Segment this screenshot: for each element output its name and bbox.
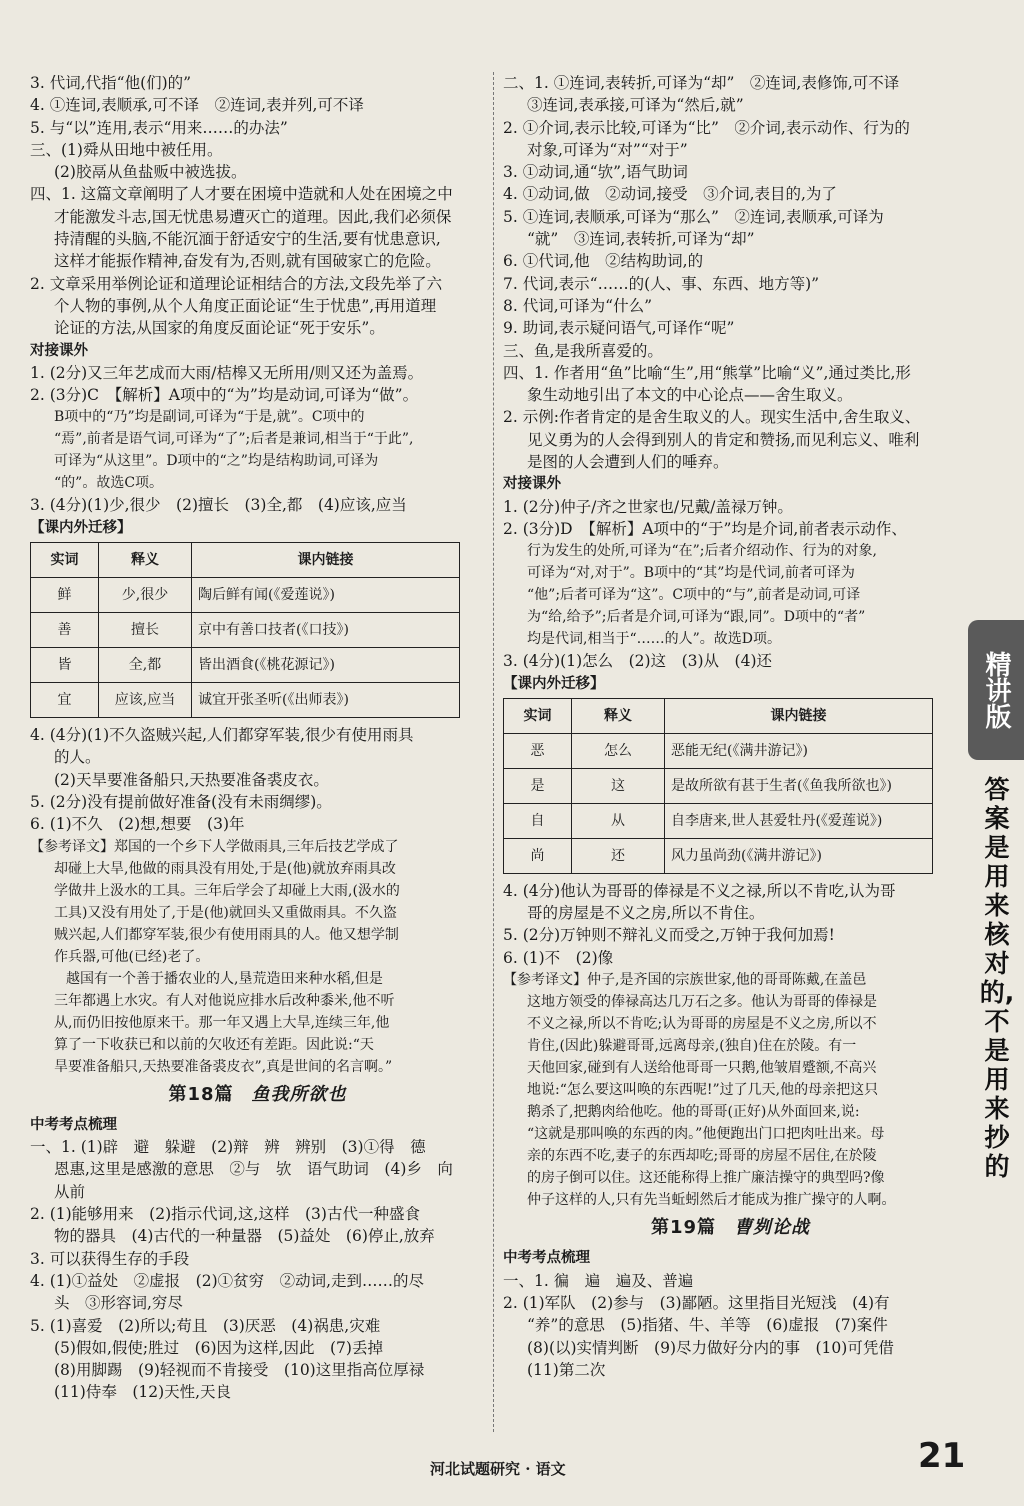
answer-line: 论证的方法,从国家的角度反面论证“死于安乐”。 [54,319,385,338]
table-cell: 陶后鲜有闻(《爱莲说》) [192,578,460,613]
answer-line: 2. 文章采用举例论证和道理论证相结合的方法,文段先举了六 [30,274,443,293]
answer-line: 4. (4分)(1)不久盗贼兴起,人们都穿军装,很少有使用雨具 [30,726,414,745]
answer-line: 2. (3分)D 【解析】A项中的“于”均是介词,前者表示动作、 [503,519,907,538]
answer-line: (8)(以)实情判断 (9)尽力做好分内的事 (10)可凭借 [527,1338,894,1357]
table-cell: 这 [572,768,665,803]
answer-line: 才能激发斗志,国无忧患易遭灭亡的道理。因此,我们必须保 [54,207,452,226]
article-name: 鱼我所欲也 [251,1083,347,1105]
translation-line: 学做井上汲水的工具。三年后学会了却碰上大雨,(汲水的 [54,882,400,899]
answer-line: 7. 代词,表示“……的(人、事、东西、地方等)” [503,274,820,293]
edition-tab-label: 精讲版 [981,651,1011,729]
answer-line: 2. (1)能够用来 (2)指示代词,这,这样 (3)古代一种盛食 [30,1205,420,1224]
translation-line: 贼兴起,人们都穿军装,很少有使用雨具的人。他又想学制 [54,926,399,943]
section-heading: 对接课外 [30,342,88,359]
answer-line: 这样才能振作精神,奋发有为,否则,就有国破家亡的危险。 [54,252,441,271]
answer-line: (2)天旱要准备船只,天热要准备裘皮衣。 [54,770,329,789]
table-header: 课内链接 [192,543,460,578]
translation-line: 地说:“怎么要这叫唤的东西呢!”过了几天,他的母亲把这只 [527,1082,879,1099]
translation-line: 【参考译文】郑国的一个乡下人学做雨具,三年后技艺学成了 [30,838,399,855]
answer-line: 2. (1)军队 (2)参与 (3)鄙陋。这里指目光短浅 (4)有 [503,1293,890,1312]
table-cell: 怎么 [572,733,665,768]
answer-line: 头 ③形容词,穷尽 [54,1294,183,1313]
answer-line: 2. 示例:作者肯定的是舍生取义的人。现实生活中,舍生取义、 [503,408,921,427]
translation-line: 亲的东西不吃,妻子的东西却吃;哥哥的房屋不居住,在於陵 [527,1148,877,1165]
answer-line: 5. (2分)没有提前做好准备(没有未雨绸缪)。 [30,792,332,811]
answer-line: “养”的意思 (5)指猪、牛、羊等 (6)虚报 (7)案件 [527,1316,888,1335]
table-cell: 应该,应当 [99,683,192,718]
table-header: 释义 [99,543,192,578]
answer-line: 3. (4分)(1)怎么 (2)这 (3)从 (4)还 [503,652,772,671]
answer-line: 6. ①代词,他 ②结构助词,的 [503,252,704,271]
translation-line: “这就是那叫唤的东西的肉。”他便跑出门口把肉吐出来。母 [527,1126,885,1143]
table-row [504,733,933,768]
section-heading: 【课内外迁移】 [30,519,132,536]
page-number: 21 [918,1436,966,1476]
table-row [31,613,460,648]
side-note: 答案是用来核对的,不是用来抄的 [979,775,1015,1181]
article-title [503,1217,958,1239]
answer-line: (8)用脚踢 (9)轻视而不肯接受 (10)这里指高位厚禄 [54,1361,425,1380]
answer-line: 1. (2分)仲子/齐之世家也/兄戴/盖禄万钟。 [503,497,793,516]
translation-line: 【参考译文】仲子,是齐国的宗族世家,他的哥哥陈戴,在盖邑 [503,972,867,989]
table-cell: 宜 [31,683,99,718]
answer-line: 二、1. ①连词,表转折,可译为“却” ②连词,表修饰,可不译 [503,74,900,92]
answer-line: 四、1. 作者用“鱼”比喻“生”,用“熊掌”比喻“义”,通过类比,形 [503,363,911,382]
answer-line: (11)侍奉 (12)天性,天良 [54,1383,232,1402]
answer-line: (2)胶鬲从鱼盐贩中被选拔。 [54,163,247,182]
translation-line: 作兵器,可他(已经)老了。 [54,948,210,965]
edition-tab [968,620,1024,760]
translation-line: 不义之禄,所以不肯吃;认为哥哥的房屋是不义之房,所以不 [527,1016,877,1033]
left-column [30,72,485,1404]
answer-line: 5. ①连词,表顺承,可译为“那么” ②连词,表顺承,可译为 [503,207,884,226]
translation-line: 仲子这样的人,只有先当蚯蚓然后才能成为推广操守的人啊。 [527,1192,896,1209]
answer-line: 行为发生的处所,可译为“在”;后者介绍动作、行为的对象, [527,543,877,560]
table-cell: 皆 [31,648,99,683]
table-row [504,803,933,838]
column-divider [493,72,494,1432]
vocab-table [30,542,460,718]
answer-line: 恩惠,这里是感激的意思 ②与 欤 语气助词 (4)乡 向 [54,1160,453,1179]
answer-line: 5. 与“以”连用,表示“用来……的办法” [30,118,288,137]
answer-line: 9. 助词,表示疑问语气,可译作“呢” [503,319,735,338]
answer-line: 对象,可译为“对”“对于” [527,140,688,159]
answer-line: 6. (1)不久 (2)想,想要 (3)年 [30,815,245,834]
section-heading: 【课内外迁移】 [503,675,605,692]
table-header: 释义 [572,698,665,733]
answer-line: 4. ①动词,做 ②动词,接受 ③介词,表目的,为了 [503,185,837,204]
translation-line: 从,而仍旧按他原来干。那一年又遇上大旱,连续三年,他 [54,1014,390,1031]
table-cell: 少,很少 [99,578,192,613]
table-cell: 恶 [504,733,572,768]
answer-line: 一、1. (1)辟 避 躲避 (2)辩 辨 辨别 (3)①得 德 [30,1138,426,1157]
answer-line: 为“给,给予”;后者是介词,可译为“跟,同”。D项中的“者” [527,609,866,626]
table-row [31,683,460,718]
right-column [503,72,958,1381]
answer-line: 可译为“从这里”。D项中的“之”均是结构助词,可译为 [54,453,379,470]
answer-line: 物的器具 (4)古代的一种量器 (5)益处 (6)停止,放弃 [54,1227,435,1246]
table-cell: 还 [572,838,665,873]
answer-line: 6. (1)不 (2)像 [503,948,614,967]
translation-line: 的房子倒可以住。这还能称得上推广廉洁操守的典型吗?像 [527,1170,885,1187]
table-cell: 自李唐来,世人甚爱牡丹(《爱莲说》) [665,803,933,838]
answer-line: 1. (2分)又三年艺成而大雨/桔槔又无所用/则又还为盖焉。 [30,363,424,382]
answer-line: 个人物的事例,从个人角度正面论证“生于忧患”,再用道理 [54,296,437,315]
table-cell: 风力虽尚劲(《满井游记》) [665,838,933,873]
table-cell: 京中有善口技者(《口技》) [192,613,460,648]
table-cell: 尚 [504,838,572,873]
table-header: 实词 [504,698,572,733]
article-name: 曹刿论战 [734,1217,811,1239]
translation-line: 算了一下收获已和以前的欠收还有差距。因此说:“天 [54,1036,374,1053]
answer-line: 哥的房屋是不义之房,所以不肯住。 [527,904,765,923]
table-header: 课内链接 [665,698,933,733]
translation-line: 鹅杀了,把鹅肉给他吃。他的哥哥(正好)从外面回来,说: [527,1104,860,1121]
answer-line: 3. 代词,代指“他(们)的” [30,74,192,92]
answer-line: 的人。 [54,748,101,767]
answer-line: 5. (1)喜爱 (2)所以;苟且 (3)厌恶 (4)祸患,灾难 [30,1316,381,1335]
translation-line: 旱要准备船只,天热要准备裘皮衣”,真是世间的名言啊。” [54,1058,393,1075]
answer-line: 4. (1)①益处 ②虚报 (2)①贫穷 ②动词,走到……的尽 [30,1271,425,1290]
answer-line: (5)假如,假使;胜过 (6)因为这样,因此 (7)丢掉 [54,1338,383,1357]
answer-line: 2. (3分)C 【解析】A项中的“为”均是动词,可译为“做”。 [30,386,419,405]
answer-line: 三、鱼,是我所喜爱的。 [503,341,663,360]
answer-line: B项中的“乃”均是副词,可译为“于是,就”。C项中的 [54,409,365,426]
section-heading: 中考考点梳理 [503,1250,590,1267]
answer-line: “他”;后者可译为“这”。C项中的“与”,前者是动词,可译 [527,587,861,604]
article-number: 第18篇 [168,1083,234,1105]
answer-line: 3. ①动词,通“欤”,语气助词 [503,163,688,182]
answer-line: 3. 可以获得生存的手段 [30,1249,190,1268]
answer-line: “的”。故选C项。 [54,475,164,492]
translation-line: 却碰上大旱,他做的雨具没有用处,于是(他)就放弃雨具改 [54,860,396,877]
vocab-table [503,698,933,874]
table-header: 实词 [31,543,99,578]
table-row [504,768,933,803]
answer-line: “就” ③连词,表转折,可译为“却” [527,230,755,249]
table-row [31,578,460,613]
article-title [30,1084,485,1106]
table-cell: 从 [572,803,665,838]
answer-line: 见义勇为的人会得到别人的肯定和赞扬,而见利忘义、唯利 [527,430,920,449]
answer-line: 象生动地引出了本文的中心论点——舍生取义。 [527,386,853,405]
translation-line: 三年都遇上水灾。有人对他说应排水后改种黍米,他不听 [54,992,395,1009]
translation-line: 天他回家,碰到有人送给他哥哥一只鹅,他皱眉蹙额,不高兴 [527,1060,877,1077]
table-cell: 诚宜开张圣听(《出师表》) [192,683,460,718]
article-number: 第19篇 [650,1217,717,1239]
table-cell: 是 [504,768,572,803]
answer-line: 3. (4分)(1)少,很少 (2)擅长 (3)全,都 (4)应该,应当 [30,496,407,515]
table-row [504,838,933,873]
answer-line: 持清醒的头脑,不能沉湎于舒适安宁的生活,要有忧患意识, [54,230,441,249]
answer-line: 4. ①连词,表顺承,可不译 ②连词,表并列,可不译 [30,96,364,115]
table-cell: 是故所欲有甚于生者(《鱼我所欲也》) [665,768,933,803]
answer-line: 2. ①介词,表示比较,可译为“比” ②介词,表示动作、行为的 [503,118,910,137]
answer-line: 均是代词,相当于“……的人”。故选D项。 [527,631,781,648]
table-cell: 擅长 [99,613,192,648]
table-header-row [504,698,933,733]
answer-line: ③连词,表承接,可译为“然后,就” [527,96,744,115]
answer-line: (11)第二次 [527,1360,606,1379]
answer-line: 四、1. 这篇文章阐明了人才要在困境中造就和人处在困境之中 [30,185,453,204]
answer-line: 4. (4分)他认为哥哥的俸禄是不义之禄,所以不肯吃,认为哥 [503,881,896,900]
answer-line: 可译为“对,对于”。B项中的“其”均是代词,前者可译为 [527,565,855,582]
section-heading: 对接课外 [503,476,561,493]
translation-line: 工具)又没有用处了,于是(他)就回头又重做雨具。不久盗 [54,904,397,921]
table-cell: 善 [31,613,99,648]
answer-line: 一、1. 徧 遍 遍及、普遍 [503,1271,694,1290]
table-row [31,648,460,683]
table-cell: 全,都 [99,648,192,683]
translation-line: 肯住,(因此)躲避哥哥,远离母亲,(独自)住在於陵。有一 [527,1038,857,1055]
answer-line: 是图的人会遭到人们的唾弃。 [527,453,729,472]
table-cell: 鲜 [31,578,99,613]
answer-line: 三、(1)舜从田地中被任用。 [30,140,223,159]
footer-title: 河北试题研究 · 语文 [430,1460,566,1478]
answer-line: “焉”,前者是语气词,可译为“了”;后者是兼词,相当于“于此”, [54,431,414,448]
answer-line: 8. 代词,可译为“什么” [503,296,652,315]
table-header-row [31,543,460,578]
table-cell: 皆出酒食(《桃花源记》) [192,648,460,683]
section-heading: 中考考点梳理 [30,1116,117,1133]
translation-line: 越国有一个善于播农业的人,垦荒造田来种水稻,但是 [66,970,383,987]
table-cell: 恶能无纪(《满井游记》) [665,733,933,768]
translation-line: 这地方领受的俸禄高达几万石之多。他认为哥哥的俸禄是 [527,994,877,1011]
answer-line: 从前 [54,1182,86,1201]
answer-line: 5. (2分)万钟则不辩礼义而受之,万钟于我何加焉! [503,926,835,945]
table-cell: 自 [504,803,572,838]
